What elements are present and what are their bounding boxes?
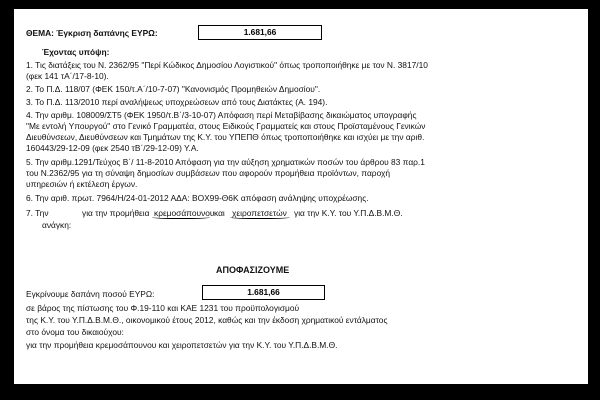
- item-3: 3. Το Π.Δ. 113/2010 περί αναλήψεως υποχρεώσεων από τους Διατάκτες (Α. 194).: [26, 97, 328, 107]
- document-page: [14, 9, 588, 384]
- item-1-line-1: 1. Τις διατάξεις του Ν. 2362/95 "Περί Κώδικος Δημοσίου Λογιστικού" όπως τροποποιήθηκε με τον Ν. 3817/10: [26, 60, 428, 70]
- approve-amount-box: 1.681,66: [202, 285, 325, 300]
- considering-heading: Έχοντας υπόψη:: [42, 47, 110, 57]
- decision-line-2: της Κ.Υ. του Υ.Π.Δ.Β.Μ.Θ., οικονομικού έτους 2012, καθώς και την έκδοση χρηματικού εντάλματος: [26, 315, 388, 325]
- item-5-line-2: του Ν.2362/95 για τη σύναψη δημοσίων συμβάσεων που αφορούν προμήθεια προϊόντων, παροχή: [26, 168, 391, 178]
- photo-frame-right: [588, 0, 600, 400]
- item-2: 2. Το Π.Δ. 118/07 (ΦΕΚ 150/τ.Α΄/10-7-07) "Κανονισμός Προμηθειών Δημοσίου".: [26, 84, 321, 94]
- item-5-line-3: υπηρεσιών ή εκτέλεση έργων.: [26, 179, 138, 189]
- item-4-line-2: "Με εντολή Υπουργού" στο Γενικό Γραμματέα, στους Ειδικούς Γραμματείς και στους Προϊσταμένους Γενικών: [26, 121, 426, 131]
- item-6: 6. Την αριθ. πρωτ. 7964/Η/24-01-2012 ΑΔΑ: ΒΟΧ99-Θ6Κ απόφαση ανάληψης υποχρέωσης.: [26, 193, 369, 203]
- subject-label: ΘΕΜΑ: Έγκριση δαπάνης ΕΥΡΩ:: [26, 28, 158, 38]
- item-7-word-hand-towels: χειροπετσετών: [232, 208, 287, 218]
- photo-frame-top: [0, 0, 600, 9]
- item-7-word-cream-soap: κρεμοσάπουνου: [154, 208, 215, 218]
- item-4-line-1: 4. Την αριθμ. 108009/ΣΤ5 (ΦΕΚ 1950/τ.Β΄/3-10-07) Απόφαση περί Μεταβίβασης δικαιώματος υπογραφής: [26, 110, 417, 120]
- item-7-prefix: 7. Την: [26, 208, 49, 218]
- approve-label: Εγκρίνουμε δαπάνη ποσού ΕΥΡΩ:: [26, 289, 155, 299]
- subject-amount-box: 1.681,66: [198, 25, 322, 40]
- item-5-line-1: 5. Την αριθμ.1291/Τεύχος Β΄/ 11-8-2010 Απόφαση για την αύξηση χρηματικών ποσών του άρθρου 83 παρ.1: [26, 157, 425, 167]
- item-7-middle: για την προμήθεια: [82, 208, 150, 218]
- item-7-continuation: ανάγκη:: [42, 220, 72, 230]
- handwritten-underline-1: [152, 215, 210, 219]
- item-7-suffix: για την Κ.Υ. του Υ.Π.Δ.Β.Μ.Θ.: [294, 208, 403, 218]
- decision-line-1: σε βάρος της πίστωσης του Φ.19-110 και ΚΑΕ 1231 του προϋπολογισμού: [26, 303, 300, 313]
- item-7-and: και: [214, 208, 225, 218]
- photo-frame-left: [0, 0, 14, 400]
- decide-heading: ΑΠΟΦΑΣΙΖΟΥΜΕ: [216, 265, 290, 275]
- item-4-line-4: 160443/29-12-09 (φεκ 2540 τΒ΄/29-12-09) Υ.Α.: [26, 143, 199, 153]
- decision-line-3: στο όνομα του δικαιούχου:: [26, 327, 124, 337]
- item-4-line-3: Διευθύνσεων, Διευθύνσεων και Τμημάτων της Κ.Υ. του ΥΠΕΠΘ όπως τροποποιήθηκε και ισχύει με την αριθ.: [26, 132, 425, 142]
- handwritten-underline-2: [230, 215, 290, 219]
- photo-frame-bottom: [0, 384, 600, 400]
- decision-line-4: για την προμήθεια κρεμοσάπουνου και χειροπετσετών για την Κ.Υ. του Υ.Π.Δ.Β.Μ.Θ.: [26, 340, 338, 350]
- item-1-line-2: (φεκ 141 τΑ΄/17-8-10).: [26, 71, 109, 81]
